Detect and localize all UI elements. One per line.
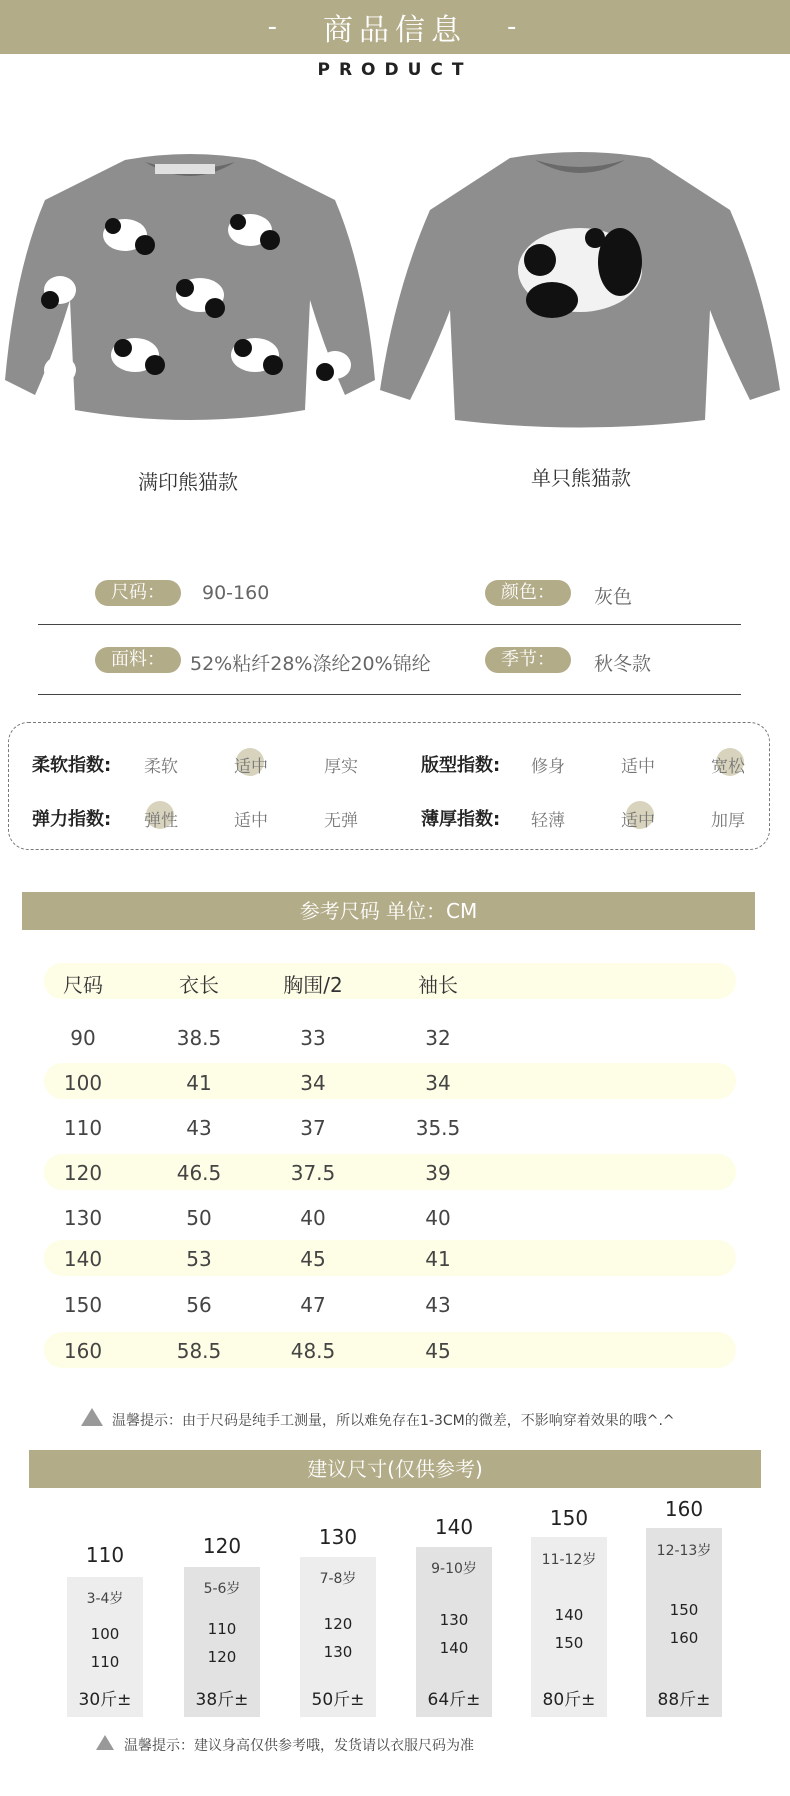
table-header-cell: 衣长	[179, 973, 219, 997]
table-cell: 160	[63, 1339, 103, 1363]
table-cell: 45	[425, 1339, 451, 1363]
suggest-weight: 80斤±	[542, 1690, 596, 1710]
product-caption-print: 满印熊猫款	[138, 470, 238, 494]
elasticity-label: 弹力指数:	[32, 809, 112, 830]
warning-icon	[96, 1735, 114, 1750]
suggest-age: 9-10岁	[431, 1561, 477, 1577]
header-dash-right: -	[507, 12, 523, 42]
fabric-value: 52%粘纤28%涤纶20%锦纶	[190, 653, 431, 675]
table-cell: 48.5	[290, 1339, 336, 1363]
table-cell: 56	[186, 1293, 212, 1317]
divider	[38, 694, 741, 695]
suggest-size: 150	[549, 1506, 589, 1530]
suggest-height: 130	[323, 1643, 353, 1661]
table-cell: 140	[63, 1247, 103, 1271]
table-header-cell: 尺码	[63, 973, 103, 997]
table-header-cell: 袖长	[418, 973, 458, 997]
table-cell: 120	[63, 1161, 103, 1185]
size-label: 尺码：	[95, 580, 181, 606]
table-cell: 150	[63, 1293, 103, 1317]
suggest-title: 建议尺寸(仅供参考)	[29, 1450, 761, 1488]
table-cell: 34	[300, 1071, 326, 1095]
measurement-note: 温馨提示：由于尺码是纯手工测量，所以难免存在1-3CM的微差，不影响穿着效果的哦^.^	[112, 1413, 675, 1429]
suggest-weight: 38斤±	[195, 1690, 249, 1710]
suggest-height: 160	[669, 1629, 699, 1647]
table-cell: 43	[186, 1116, 212, 1140]
fit-label: 版型指数:	[421, 755, 501, 776]
suggest-height: 130	[439, 1611, 469, 1629]
fabric-label: 面料：	[95, 647, 181, 673]
thickness-label: 薄厚指数:	[421, 809, 501, 830]
warning-icon	[81, 1408, 103, 1426]
table-cell: 39	[425, 1161, 451, 1185]
section-header	[0, 0, 790, 54]
suggest-height: 150	[554, 1634, 584, 1652]
table-cell: 50	[186, 1206, 212, 1230]
suggest-height: 140	[554, 1606, 584, 1624]
suggest-size: 160	[664, 1497, 704, 1521]
table-cell: 41	[186, 1071, 212, 1095]
suggest-age: 3-4岁	[86, 1591, 124, 1607]
suggest-weight: 50斤±	[311, 1690, 365, 1710]
fit-option: 适中	[621, 757, 655, 777]
table-cell: 40	[425, 1206, 451, 1230]
season-value: 秋冬款	[594, 653, 652, 675]
panda-print-sweater-image	[5, 150, 375, 430]
suggest-age: 11-12岁	[541, 1552, 597, 1568]
section-title: 商品信息	[323, 13, 467, 48]
suggest-height: 110	[207, 1620, 237, 1638]
suggest-height: 100	[90, 1625, 120, 1643]
suggest-height: 120	[323, 1615, 353, 1633]
table-cell: 38.5	[176, 1026, 222, 1050]
table-cell: 35.5	[415, 1116, 461, 1140]
suggest-weight: 30斤±	[78, 1690, 132, 1710]
thickness-option: 加厚	[711, 811, 745, 831]
color-label: 颜色：	[485, 580, 571, 606]
table-cell: 58.5	[176, 1339, 222, 1363]
table-cell: 33	[300, 1026, 326, 1050]
color-value: 灰色	[594, 586, 633, 608]
table-cell: 43	[425, 1293, 451, 1317]
softness-label: 柔软指数:	[32, 755, 112, 776]
table-cell: 41	[425, 1247, 451, 1271]
table-cell: 130	[63, 1206, 103, 1230]
divider	[38, 624, 741, 625]
suggest-height: 150	[669, 1601, 699, 1619]
elasticity-option: 适中	[234, 811, 268, 831]
suggest-size: 120	[202, 1534, 242, 1558]
suggest-size: 130	[318, 1525, 358, 1549]
softness-option: 适中	[234, 757, 268, 777]
size-value: 90-160	[202, 582, 270, 604]
table-cell: 34	[425, 1071, 451, 1095]
section-subtitle: PRODUCT	[317, 60, 473, 80]
suggest-age: 12-13岁	[656, 1543, 712, 1559]
table-cell: 37.5	[290, 1161, 336, 1185]
table-cell: 37	[300, 1116, 326, 1140]
softness-option: 厚实	[324, 757, 358, 777]
table-header-cell: 胸围/2	[283, 973, 343, 997]
suggest-weight: 88斤±	[657, 1690, 711, 1710]
fit-option: 修身	[531, 757, 565, 777]
elasticity-option: 弹性	[144, 811, 178, 831]
table-cell: 45	[300, 1247, 326, 1271]
table-cell: 46.5	[176, 1161, 222, 1185]
table-cell: 100	[63, 1071, 103, 1095]
thickness-option: 轻薄	[531, 811, 565, 831]
table-cell: 53	[186, 1247, 212, 1271]
table-cell: 47	[300, 1293, 326, 1317]
suggest-height: 110	[90, 1653, 120, 1671]
fit-option: 宽松	[711, 757, 745, 777]
elasticity-option: 无弹	[324, 811, 358, 831]
softness-option: 柔软	[144, 757, 178, 777]
suggest-size: 110	[85, 1543, 125, 1567]
table-cell: 40	[300, 1206, 326, 1230]
size-table-title: 参考尺码 单位：CM	[22, 892, 755, 930]
header-dash-left: -	[267, 12, 283, 42]
thickness-option: 适中	[621, 811, 655, 831]
suggest-size: 140	[434, 1515, 474, 1539]
suggestion-note: 温馨提示：建议身高仅供参考哦，发货请以衣服尺码为准	[124, 1738, 474, 1754]
suggest-age: 5-6岁	[203, 1581, 241, 1597]
table-cell: 90	[70, 1026, 96, 1050]
single-panda-sweater-image	[380, 150, 780, 430]
table-cell: 32	[425, 1026, 451, 1050]
suggest-age: 7-8岁	[319, 1571, 357, 1587]
suggest-height: 140	[439, 1639, 469, 1657]
product-caption-single: 单只熊猫款	[531, 466, 631, 490]
suggest-weight: 64斤±	[427, 1690, 481, 1710]
suggest-height: 120	[207, 1648, 237, 1666]
season-label: 季节：	[485, 647, 571, 673]
table-cell: 110	[63, 1116, 103, 1140]
